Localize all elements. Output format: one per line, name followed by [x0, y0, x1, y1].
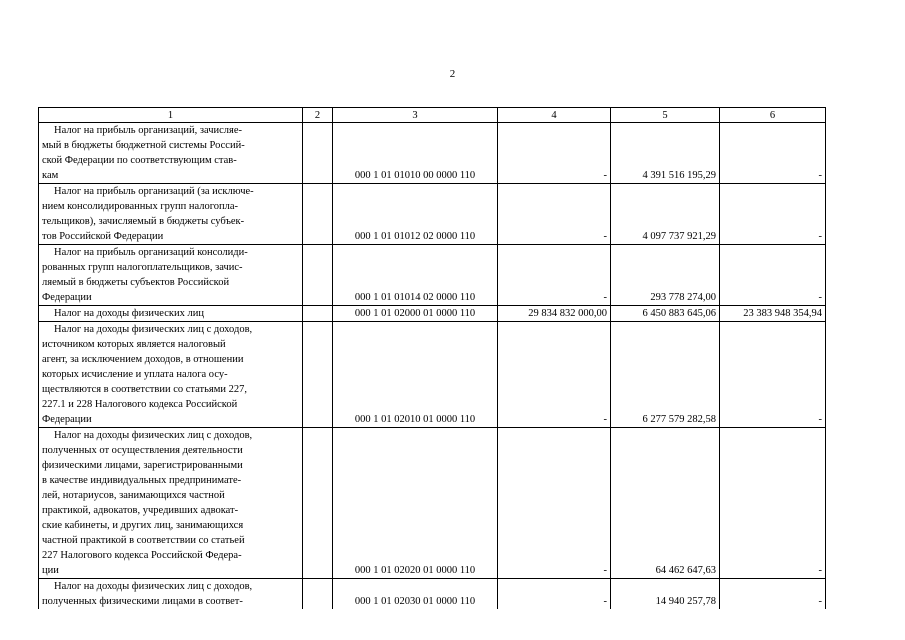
header-col-1: 1	[39, 108, 303, 123]
col2-cell	[303, 428, 333, 579]
revenue-name-line: ции	[42, 565, 59, 576]
table-body	[39, 123, 826, 610]
revenue-name-line: кам	[42, 170, 59, 181]
revenue-name-line: агент, за исключением доходов, в отношении	[42, 354, 244, 365]
approved-amount-cell: -	[498, 322, 611, 428]
approved-amount-cell: -	[498, 123, 611, 184]
unexecuted-amount-cell: -	[720, 245, 826, 306]
revenue-name-line: которых исчисление и уплата налога осу-	[42, 369, 228, 380]
executed-amount-cell: 6 277 579 282,58	[611, 322, 720, 428]
revenue-name-line: Федерации	[42, 414, 92, 425]
executed-amount-cell: 14 940 257,78	[611, 579, 720, 610]
unexecuted-amount-cell: -	[720, 123, 826, 184]
budget-code-cell: 000 1 01 01010 00 0000 110	[333, 123, 498, 184]
revenue-name-line: Налог на доходы физических лиц с доходов,	[54, 324, 253, 335]
revenue-name-line: 227 Налогового кодекса Российской Федера-	[42, 550, 242, 561]
unexecuted-amount-cell: -	[720, 428, 826, 579]
approved-amount-cell: -	[498, 428, 611, 579]
table-row	[39, 245, 826, 306]
unexecuted-amount-cell: 23 383 948 354,94	[720, 306, 826, 322]
header-col-3: 3	[333, 108, 498, 123]
approved-amount-cell: -	[498, 579, 611, 610]
revenue-name-line: физическими лицами, зарегистрированными	[42, 460, 243, 471]
header-col-4: 4	[498, 108, 611, 123]
revenue-name-line: мый в бюджеты бюджетной системы Россий-	[42, 140, 245, 151]
budget-code-cell: 000 1 01 02020 01 0000 110	[333, 428, 498, 579]
budget-code-cell: 000 1 01 02010 01 0000 110	[333, 322, 498, 428]
table-row	[39, 123, 826, 184]
header-col-5: 5	[611, 108, 720, 123]
header-col-6: 6	[720, 108, 826, 123]
revenue-name-line: Налог на доходы физических лиц с доходов,	[54, 430, 253, 441]
revenue-name-cell	[39, 123, 303, 184]
revenue-name-line: Налог на доходы физических лиц	[54, 308, 204, 319]
table-row	[39, 184, 826, 245]
executed-amount-cell: 293 778 274,00	[611, 245, 720, 306]
revenue-name-cell	[39, 306, 303, 322]
approved-amount-cell: -	[498, 184, 611, 245]
revenue-name-line: Налог на прибыль организаций, зачисляе-	[54, 125, 242, 136]
revenue-name-line: рованных групп налогоплательщиков, зачис-	[42, 262, 243, 273]
col2-cell	[303, 123, 333, 184]
col2-cell	[303, 245, 333, 306]
revenue-name-line: Налог на доходы физических лиц с доходов,	[54, 581, 253, 592]
revenue-name-line: Налог на прибыль организаций консолиди-	[54, 247, 248, 258]
executed-amount-cell: 6 450 883 645,06	[611, 306, 720, 322]
col2-cell	[303, 579, 333, 610]
revenue-name-line: ской Федерации по соответствующим став-	[42, 155, 237, 166]
revenue-name-line: в качестве индивидуальных предпринимате-	[42, 475, 242, 486]
executed-amount-cell: 64 462 647,63	[611, 428, 720, 579]
unexecuted-amount-cell: -	[720, 322, 826, 428]
revenue-name-line: ществляются в соответствии со статьями 227,	[42, 384, 247, 395]
table-row	[39, 306, 826, 322]
table-row	[39, 322, 826, 428]
revenue-name-line: 227.1 и 228 Налогового кодекса Российской	[42, 399, 238, 410]
revenue-name-line: практикой, адвокатов, учредивших адвокат-	[42, 505, 239, 516]
table-row	[39, 579, 826, 610]
revenue-name-line: лей, нотариусов, занимающихся частной	[42, 490, 225, 501]
revenue-name-line: Федерации	[42, 292, 92, 303]
approved-amount-cell: 29 834 832 000,00	[498, 306, 611, 322]
budget-code-cell: 000 1 01 01014 02 0000 110	[333, 245, 498, 306]
revenue-name-cell	[39, 322, 303, 428]
table-row	[39, 428, 826, 579]
unexecuted-amount-cell: -	[720, 184, 826, 245]
revenue-name-line: полученных физическими лицами в соответ-	[42, 596, 243, 607]
budget-revenue-table	[38, 107, 826, 609]
unexecuted-amount-cell: -	[720, 579, 826, 610]
col2-cell	[303, 184, 333, 245]
page-number: 2	[449, 68, 456, 80]
revenue-name-line: нием консолидированных групп налогопла-	[42, 201, 239, 212]
revenue-name-line: тельщиков), зачисляемый в бюджеты субъек-	[42, 216, 245, 227]
revenue-name-cell	[39, 245, 303, 306]
revenue-name-line: тов Российской Федерации	[42, 231, 164, 242]
revenue-name-line: источником которых является налоговый	[42, 339, 226, 350]
col2-cell	[303, 322, 333, 428]
revenue-name-cell	[39, 428, 303, 579]
budget-code-cell: 000 1 01 02030 01 0000 110	[333, 579, 498, 610]
revenue-name-line: ляемый в бюджеты субъектов Российской	[42, 277, 230, 288]
budget-code-cell: 000 1 01 01012 02 0000 110	[333, 184, 498, 245]
revenue-name-line: ские кабинеты, и других лиц, занимающихся	[42, 520, 244, 531]
executed-amount-cell: 4 391 516 195,29	[611, 123, 720, 184]
header-row	[39, 108, 826, 123]
revenue-name-line: Налог на прибыль организаций (за исключе-	[54, 186, 254, 197]
approved-amount-cell: -	[498, 245, 611, 306]
revenue-name-line: полученных от осуществления деятельности	[42, 445, 243, 456]
revenue-name-cell	[39, 184, 303, 245]
executed-amount-cell: 4 097 737 921,29	[611, 184, 720, 245]
revenue-name-cell	[39, 579, 303, 610]
col2-cell	[303, 306, 333, 322]
budget-code-cell: 000 1 01 02000 01 0000 110	[333, 306, 498, 322]
header-col-2: 2	[303, 108, 333, 123]
revenue-name-line: частной практикой в соответствии со статьей	[42, 535, 245, 546]
